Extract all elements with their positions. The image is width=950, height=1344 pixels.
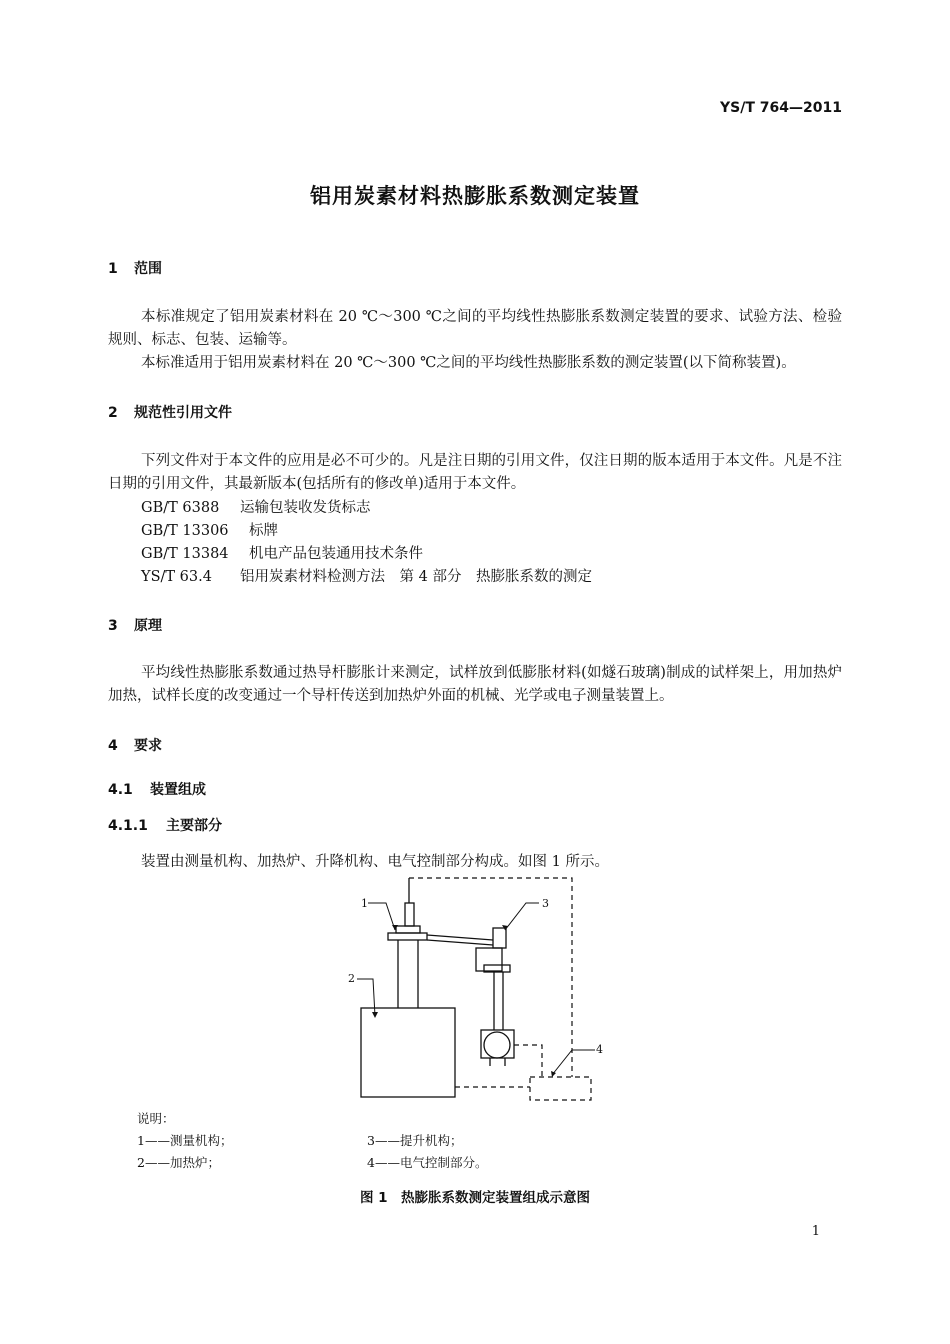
section-title: 要求 bbox=[134, 738, 162, 754]
standard-number: YS/T 764—2011 bbox=[720, 100, 842, 116]
reference-code: YS/T 63.4 bbox=[141, 569, 212, 585]
paragraph: 装置由测量机构、加热炉、升降机构、电气控制部分构成。如图 1 所示。 bbox=[141, 854, 609, 870]
paragraph: 平均线性热膨胀系数通过热导杆膨胀计来测定，试样放到低膨胀材料(如燧石玻璃)制成的试样架上，用加热炉加热，试样长度的改变通过一个导杆传送到加热炉外面的机械、光学或电子测量装置上。 bbox=[108, 665, 842, 704]
section-heading-2 bbox=[108, 402, 232, 422]
measuring-plate bbox=[388, 933, 427, 940]
lift-housing bbox=[493, 928, 506, 948]
figure-label-1: 1 bbox=[361, 897, 368, 910]
reference-code: GB/T 13384 bbox=[141, 546, 229, 562]
subsection-title: 装置组成 bbox=[150, 782, 206, 798]
section-number: 1 bbox=[108, 261, 118, 277]
reference-item bbox=[141, 565, 592, 586]
section-number: 3 bbox=[108, 618, 118, 634]
subsection-title: 主要部分 bbox=[166, 818, 222, 834]
furnace-box bbox=[361, 1008, 455, 1097]
paragraph: 本标准规定了铝用炭素材料在 20 ℃～300 ℃之间的平均线性热膨胀系数测定装置的要求、试验方法、检验规则、标志、包装、运输等。 bbox=[108, 309, 842, 348]
motor-circle bbox=[484, 1032, 510, 1058]
page-number: 1 bbox=[811, 1224, 820, 1239]
section-heading-3 bbox=[108, 615, 162, 635]
reference-item bbox=[141, 496, 371, 517]
paragraph: 下列文件对于本文件的应用是必不可少的。凡是注日期的引用文件，仅注日期的版本适用于本文件。凡是不注日期的引用文件，其最新版本(包括所有的修改单)适用于本文件。 bbox=[108, 453, 842, 492]
control-box bbox=[530, 1077, 591, 1100]
paragraph: 本标准适用于铝用炭素材料在 20 ℃～300 ℃之间的平均线性热膨胀系数的测定装置(以下简称装置)。 bbox=[141, 355, 796, 371]
section-number: 4 bbox=[108, 738, 118, 754]
section-title: 规范性引用文件 bbox=[134, 405, 232, 421]
document-title: 铝用炭素材料热膨胀系数测定装置 bbox=[310, 184, 640, 208]
section-number: 2 bbox=[108, 405, 118, 421]
legend-title: 说明： bbox=[137, 1111, 175, 1126]
measuring-sensor bbox=[405, 903, 414, 926]
figure-caption: 图 1 热膨胀系数测定装置组成示意图 bbox=[359, 1190, 591, 1206]
legend-item: 4——电气控制部分。 bbox=[367, 1155, 488, 1170]
legend-item: 1——测量机构； bbox=[137, 1133, 233, 1148]
subsection-number: 4.1.1 bbox=[108, 818, 148, 834]
legend-item: 3——提升机构； bbox=[367, 1133, 463, 1148]
reference-code: GB/T 6388 bbox=[141, 500, 220, 516]
reference-title: 运输包装收发货标志 bbox=[240, 500, 371, 516]
legend-item: 2——加热炉； bbox=[137, 1155, 220, 1170]
reference-title: 铝用炭素材料检测方法 第 4 部分 热膨胀系数的测定 bbox=[240, 569, 592, 585]
reference-title: 机电产品包装通用技术条件 bbox=[249, 546, 423, 562]
section-title: 范围 bbox=[134, 261, 162, 277]
section-heading-4 bbox=[108, 735, 162, 755]
figure-label-3: 3 bbox=[542, 897, 549, 910]
apparatus-diagram bbox=[340, 872, 610, 1107]
reference-title: 标牌 bbox=[249, 523, 278, 539]
reference-code: GB/T 13306 bbox=[141, 523, 229, 539]
reference-item bbox=[141, 519, 278, 540]
subsection-number: 4.1 bbox=[108, 782, 133, 798]
subsection-heading-4-1 bbox=[108, 779, 206, 799]
reference-item bbox=[141, 542, 423, 563]
figure-label-2: 2 bbox=[348, 972, 355, 985]
figure-label-4: 4 bbox=[596, 1043, 603, 1056]
subsection-heading-4-1-1 bbox=[108, 815, 222, 835]
control-wiring bbox=[409, 878, 591, 1100]
section-heading-1 bbox=[108, 258, 162, 278]
section-title: 原理 bbox=[134, 618, 162, 634]
